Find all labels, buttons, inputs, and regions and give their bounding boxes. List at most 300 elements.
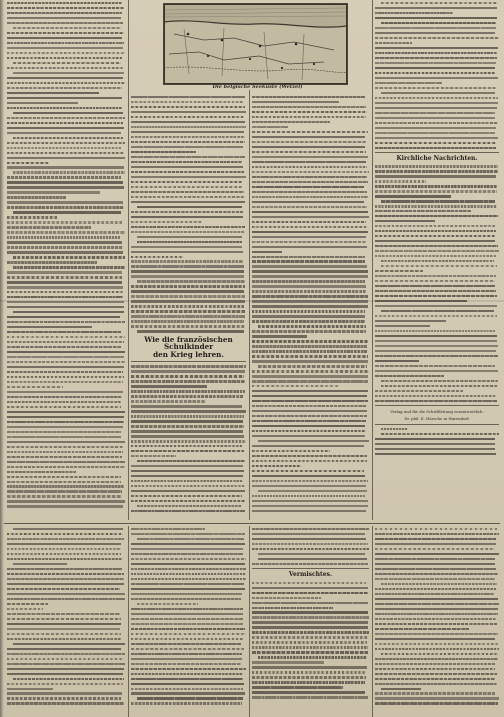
text-line	[131, 265, 244, 267]
text-line	[131, 196, 245, 198]
text-line	[252, 156, 368, 158]
text-line	[375, 692, 495, 694]
column-text	[252, 582, 369, 699]
map-figure	[163, 3, 348, 85]
text-line	[7, 361, 125, 363]
text-line	[375, 568, 496, 570]
text-line	[7, 411, 125, 413]
text-line	[131, 181, 242, 183]
text-line	[137, 603, 198, 605]
text-line	[131, 221, 202, 223]
text-line	[131, 131, 244, 133]
text-line	[7, 461, 125, 463]
text-line	[7, 97, 122, 99]
text-line	[252, 548, 369, 550]
text-line	[137, 330, 244, 332]
text-column-4	[375, 2, 499, 520]
text-line	[252, 587, 368, 589]
text-line	[7, 653, 125, 655]
text-line	[375, 107, 497, 109]
text-line	[131, 151, 196, 153]
text-line	[375, 553, 499, 555]
text-line	[252, 111, 367, 113]
text-line	[252, 455, 367, 457]
text-line	[252, 425, 365, 427]
text-line	[131, 573, 246, 575]
text-line	[252, 231, 368, 233]
text-line	[375, 573, 498, 575]
text-line	[7, 538, 124, 540]
text-line	[375, 185, 497, 187]
text-line	[131, 683, 244, 685]
text-line	[252, 641, 367, 643]
text-line	[375, 663, 495, 665]
text-line	[375, 608, 498, 610]
text-line	[252, 251, 282, 253]
text-line	[252, 686, 343, 688]
text-line	[7, 351, 125, 353]
text-line	[258, 365, 367, 367]
text-line	[131, 216, 243, 218]
text-line	[7, 633, 121, 635]
text-line	[131, 495, 242, 497]
text-line	[7, 638, 121, 640]
text-line	[375, 127, 496, 129]
text-line	[375, 673, 497, 675]
text-line	[131, 295, 245, 297]
text-line	[252, 121, 330, 123]
text-line	[137, 206, 242, 208]
text-line	[252, 166, 367, 168]
text-line	[131, 116, 244, 118]
separator	[131, 361, 246, 362]
text-line	[252, 582, 366, 584]
column-text	[7, 528, 125, 705]
text-line	[252, 355, 368, 357]
text-line	[7, 291, 123, 293]
text-line	[375, 117, 495, 119]
text-line	[7, 451, 123, 453]
text-line	[252, 405, 367, 407]
text-line	[252, 390, 368, 392]
column-rule	[249, 526, 250, 717]
text-line	[375, 77, 498, 79]
text-line	[252, 295, 368, 297]
text-line	[252, 646, 368, 648]
text-line	[131, 380, 245, 382]
text-line	[131, 673, 243, 675]
column-rule	[372, 0, 373, 520]
text-line	[131, 141, 245, 143]
text-line	[252, 280, 365, 282]
text-line	[131, 653, 242, 655]
text-line	[7, 341, 124, 343]
text-line	[375, 175, 496, 177]
text-line	[7, 613, 120, 615]
text-line	[375, 618, 496, 620]
column-text	[7, 2, 125, 508]
text-line	[7, 416, 124, 418]
text-line	[252, 435, 365, 437]
text-line	[252, 226, 367, 228]
text-line	[131, 583, 244, 585]
text-line	[7, 52, 125, 54]
text-line	[131, 315, 245, 317]
scan-artifact	[0, 300, 504, 302]
text-line	[375, 658, 498, 660]
text-line	[7, 107, 122, 109]
text-line	[252, 136, 365, 138]
text-line	[375, 548, 495, 550]
text-line	[7, 286, 123, 288]
text-line	[131, 385, 207, 387]
text-line	[375, 528, 497, 530]
text-line	[375, 370, 498, 372]
text-line	[375, 57, 497, 59]
text-line	[131, 678, 243, 680]
text-line	[7, 553, 121, 555]
text-line	[7, 588, 120, 590]
text-line	[13, 256, 125, 258]
text-line	[375, 47, 498, 49]
text-line	[375, 62, 496, 64]
text-line	[375, 558, 495, 560]
text-line	[375, 633, 498, 635]
text-line	[375, 563, 495, 565]
text-line	[252, 533, 365, 535]
text-line	[381, 653, 498, 655]
text-line	[252, 146, 365, 148]
text-line	[252, 528, 369, 530]
text-line	[131, 370, 245, 372]
text-line	[13, 27, 121, 29]
text-line	[7, 683, 123, 685]
text-line	[137, 460, 245, 462]
text-line	[252, 538, 366, 540]
text-line	[252, 375, 368, 377]
text-line	[252, 275, 368, 277]
text-line	[13, 211, 121, 213]
text-line	[131, 226, 245, 228]
text-line	[252, 290, 366, 292]
text-line	[7, 371, 123, 373]
text-line	[375, 295, 497, 297]
text-line	[381, 92, 495, 94]
text-line	[375, 215, 498, 217]
text-line	[7, 583, 124, 585]
text-line	[252, 196, 368, 198]
text-line	[375, 32, 495, 34]
column-rule	[372, 526, 373, 717]
text-line	[252, 285, 366, 287]
text-line	[375, 42, 412, 44]
text-line	[13, 563, 67, 565]
text-line	[375, 195, 451, 197]
text-line	[252, 495, 365, 497]
text-line	[131, 231, 245, 233]
text-line	[7, 17, 121, 19]
text-line	[7, 692, 122, 694]
text-line	[7, 67, 123, 69]
text-line	[131, 455, 176, 457]
column-rule	[128, 526, 129, 717]
text-line	[131, 176, 246, 178]
text-line	[252, 597, 321, 599]
text-line	[7, 261, 97, 263]
text-line	[7, 376, 124, 378]
text-line	[13, 678, 124, 680]
text-line	[7, 533, 123, 535]
text-line	[7, 296, 123, 298]
text-line	[131, 121, 245, 123]
text-line	[375, 648, 499, 650]
text-line	[252, 611, 368, 613]
text-line	[252, 510, 366, 512]
text-line	[131, 325, 245, 327]
text-line	[131, 146, 243, 148]
text-line	[375, 97, 498, 99]
text-line	[381, 385, 498, 387]
text-line	[131, 475, 243, 477]
text-line	[7, 7, 124, 9]
text-line	[375, 180, 426, 182]
text-line	[131, 290, 244, 292]
text-line	[131, 648, 244, 650]
text-line	[252, 96, 365, 98]
text-line	[252, 563, 368, 565]
text-line	[375, 330, 495, 332]
text-line	[252, 116, 366, 118]
text-line	[131, 425, 244, 427]
text-line	[7, 598, 125, 600]
text-line	[375, 350, 496, 352]
column-text	[252, 96, 369, 512]
text-line	[258, 440, 369, 442]
text-line	[381, 310, 494, 312]
text-line	[252, 270, 368, 272]
text-line	[258, 325, 366, 327]
text-line	[252, 126, 288, 128]
text-line	[131, 430, 243, 432]
text-line	[375, 290, 496, 292]
text-line	[252, 651, 368, 653]
text-line	[375, 623, 497, 625]
text-line	[137, 697, 243, 699]
text-line	[13, 72, 124, 74]
text-line	[7, 356, 124, 358]
text-line	[131, 246, 242, 248]
column-text	[131, 528, 246, 705]
text-line	[252, 430, 366, 432]
text-line	[252, 500, 368, 502]
text-line	[13, 528, 123, 530]
text-line	[7, 37, 122, 39]
text-line	[131, 211, 243, 213]
column-text	[375, 428, 499, 455]
text-line	[7, 132, 121, 134]
text-line	[13, 311, 124, 313]
text-line	[7, 87, 122, 89]
text-line	[131, 415, 244, 417]
text-line	[131, 186, 242, 188]
text-line	[131, 608, 243, 610]
text-line	[252, 171, 369, 173]
text-line	[7, 191, 100, 193]
text-line	[252, 236, 366, 238]
text-line	[252, 151, 366, 153]
text-line	[375, 613, 498, 615]
text-line	[252, 350, 367, 352]
text-line	[7, 548, 121, 550]
text-line	[131, 588, 245, 590]
text-line	[7, 216, 57, 218]
text-line	[381, 688, 421, 690]
text-line	[252, 450, 330, 452]
text-line	[7, 206, 124, 208]
column-text	[131, 96, 246, 333]
text-line	[375, 702, 498, 704]
text-line	[252, 616, 369, 618]
text-line	[375, 285, 495, 287]
text-line	[252, 661, 324, 663]
text-line	[131, 270, 244, 272]
text-line	[252, 465, 301, 467]
text-line	[375, 578, 495, 580]
text-line	[7, 476, 121, 478]
text-line	[375, 27, 496, 29]
text-line	[131, 553, 243, 555]
text-column-1	[7, 2, 125, 520]
text-line	[7, 578, 124, 580]
text-line	[375, 638, 495, 640]
text-line	[252, 470, 364, 472]
text-line	[131, 400, 206, 402]
text-line	[375, 250, 499, 252]
text-line	[131, 365, 246, 367]
text-line	[381, 200, 495, 202]
text-line	[252, 320, 365, 322]
text-line	[252, 385, 339, 387]
text-line	[381, 583, 497, 585]
text-line	[7, 326, 92, 328]
text-line	[375, 593, 494, 595]
text-line	[7, 568, 122, 570]
text-line	[7, 441, 125, 443]
text-line	[131, 161, 242, 163]
column-rule	[249, 90, 250, 520]
column-text	[375, 528, 499, 705]
text-line	[7, 593, 125, 595]
text-line	[7, 82, 125, 84]
text-line	[131, 578, 246, 580]
text-line	[7, 117, 125, 119]
text-column-bottom-1	[7, 528, 125, 715]
text-line	[7, 396, 122, 398]
text-line	[7, 122, 123, 124]
imprint-line: Dr. phil. E. Hörsche in Warendorf.	[404, 415, 470, 421]
text-line	[131, 528, 205, 530]
text-line	[252, 626, 368, 628]
text-line	[252, 380, 368, 382]
text-line	[375, 112, 495, 114]
section-headline: Vermischtes.	[288, 571, 333, 579]
column-text	[252, 528, 369, 565]
text-column-bottom-4	[375, 528, 499, 715]
section-divider	[4, 523, 500, 524]
text-line	[7, 47, 123, 49]
text-line	[375, 355, 498, 357]
text-line	[252, 636, 368, 638]
text-line	[375, 17, 497, 19]
text-line	[375, 598, 498, 600]
text-line	[252, 216, 369, 218]
text-line	[375, 122, 498, 124]
text-line	[375, 315, 497, 317]
text-line	[252, 415, 367, 417]
text-line	[375, 643, 498, 645]
text-line	[131, 440, 246, 442]
text-line	[252, 460, 367, 462]
text-line	[131, 435, 244, 437]
text-line	[7, 57, 122, 59]
text-line	[252, 505, 368, 507]
text-line	[7, 102, 78, 104]
text-line	[7, 391, 123, 393]
text-line	[252, 395, 367, 397]
text-line	[252, 265, 367, 267]
text-line	[13, 171, 125, 173]
text-line	[258, 656, 367, 658]
text-line	[7, 558, 122, 560]
text-line	[7, 702, 124, 704]
text-line	[381, 265, 497, 267]
text-line	[131, 668, 246, 670]
text-line	[131, 106, 245, 108]
text-line	[375, 72, 495, 74]
text-line	[131, 275, 244, 277]
text-line	[7, 618, 121, 620]
text-line	[131, 171, 244, 173]
column-text	[131, 365, 246, 512]
text-line	[252, 101, 339, 103]
text-line	[7, 426, 123, 428]
text-line	[258, 490, 367, 492]
text-line	[381, 433, 499, 435]
text-line	[131, 548, 243, 550]
text-line	[375, 335, 497, 337]
imprint-line: Verlag und für die Schriftleitung verantwortlich:	[390, 408, 484, 414]
text-line	[375, 67, 495, 69]
text-line	[131, 375, 244, 377]
text-line	[131, 533, 245, 535]
text-line	[252, 621, 368, 623]
text-line	[131, 111, 246, 113]
text-line	[375, 390, 463, 392]
text-line	[7, 281, 122, 283]
text-line	[252, 543, 368, 545]
text-line	[7, 421, 124, 423]
text-line	[252, 340, 368, 342]
text-line	[7, 436, 121, 438]
map-caption: Die belgische Seeküste (Wetzel)	[212, 84, 303, 90]
text-line	[375, 697, 499, 699]
text-line	[375, 82, 442, 84]
text-line	[252, 410, 367, 412]
text-line	[131, 558, 246, 560]
text-line	[7, 495, 122, 497]
text-line	[7, 490, 122, 492]
text-line	[131, 618, 243, 620]
